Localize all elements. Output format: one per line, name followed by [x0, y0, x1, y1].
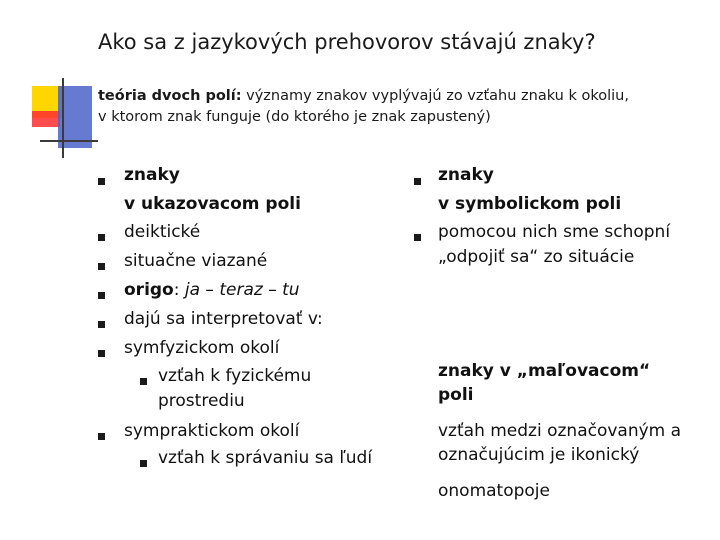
- intro-text: [98, 86, 698, 128]
- bullet-icon: [98, 263, 105, 270]
- left-item-interpret: dajú sa interpretovať v:: [124, 309, 323, 329]
- slide-title: Ako sa z jazykových prehovorov stávajú znaky?: [98, 30, 596, 54]
- right-item-line1: pomocou nich sme schopní: [438, 222, 671, 242]
- bullet-icon: [98, 234, 105, 241]
- decorative-red-bar: [32, 111, 60, 127]
- left-item-origo: [124, 279, 300, 301]
- decorative-horizontal-line: [40, 140, 98, 142]
- bullet-icon: [98, 321, 105, 328]
- origo-value: ja – teraz – tu: [179, 280, 300, 300]
- decorative-vertical-line: [62, 78, 64, 158]
- right-malov-line2: poli: [438, 385, 474, 405]
- right-vztah-line2: označujúcim je ikonický: [438, 445, 640, 465]
- origo-colon: :: [173, 280, 180, 300]
- left-item-situacne: situačne viazané: [124, 251, 268, 271]
- right-malov-line1: znaky v „maľovacom“: [438, 361, 651, 381]
- left-item-deikticke: deiktické: [124, 222, 201, 242]
- bullet-icon: [98, 433, 105, 440]
- left-heading-line2: v ukazovacom poli: [124, 194, 301, 214]
- right-item-line2: „odpojiť sa“ zo situácie: [438, 247, 635, 267]
- bullet-icon: [98, 350, 105, 357]
- intro-rest: významy znakov vyplývajú zo vzťahu znaku k okoliu,: [241, 88, 629, 104]
- right-heading-line1: znaky: [438, 165, 494, 185]
- left-sub-fyz-line2: prostrediu: [158, 391, 245, 411]
- left-item-sympr: sympraktickom okolí: [124, 421, 300, 441]
- left-item-symfyz: symfyzickom okolí: [124, 338, 280, 358]
- origo-label: origo: [124, 280, 174, 300]
- bullet-icon: [414, 178, 421, 185]
- bullet-icon: [98, 292, 105, 299]
- right-heading-line2: v symbolickom poli: [438, 194, 622, 214]
- left-sub-fyz-line1: vzťah k fyzickému: [158, 366, 312, 386]
- intro-bold: teória dvoch polí:: [98, 88, 242, 104]
- left-heading-line1: znaky: [124, 165, 180, 185]
- bullet-icon: [98, 178, 105, 185]
- right-vztah-line1: vzťah medzi označovaným a: [438, 421, 682, 441]
- right-onomatopoje: onomatopoje: [438, 481, 550, 501]
- sub-bullet-icon: [140, 460, 147, 467]
- bullet-icon: [414, 234, 421, 241]
- sub-bullet-icon: [140, 378, 147, 385]
- intro-line2: v ktorom znak funguje (do ktorého je znak zapustený): [98, 109, 491, 125]
- left-sub-sprav: vzťah k správaniu sa ľudí: [158, 448, 373, 468]
